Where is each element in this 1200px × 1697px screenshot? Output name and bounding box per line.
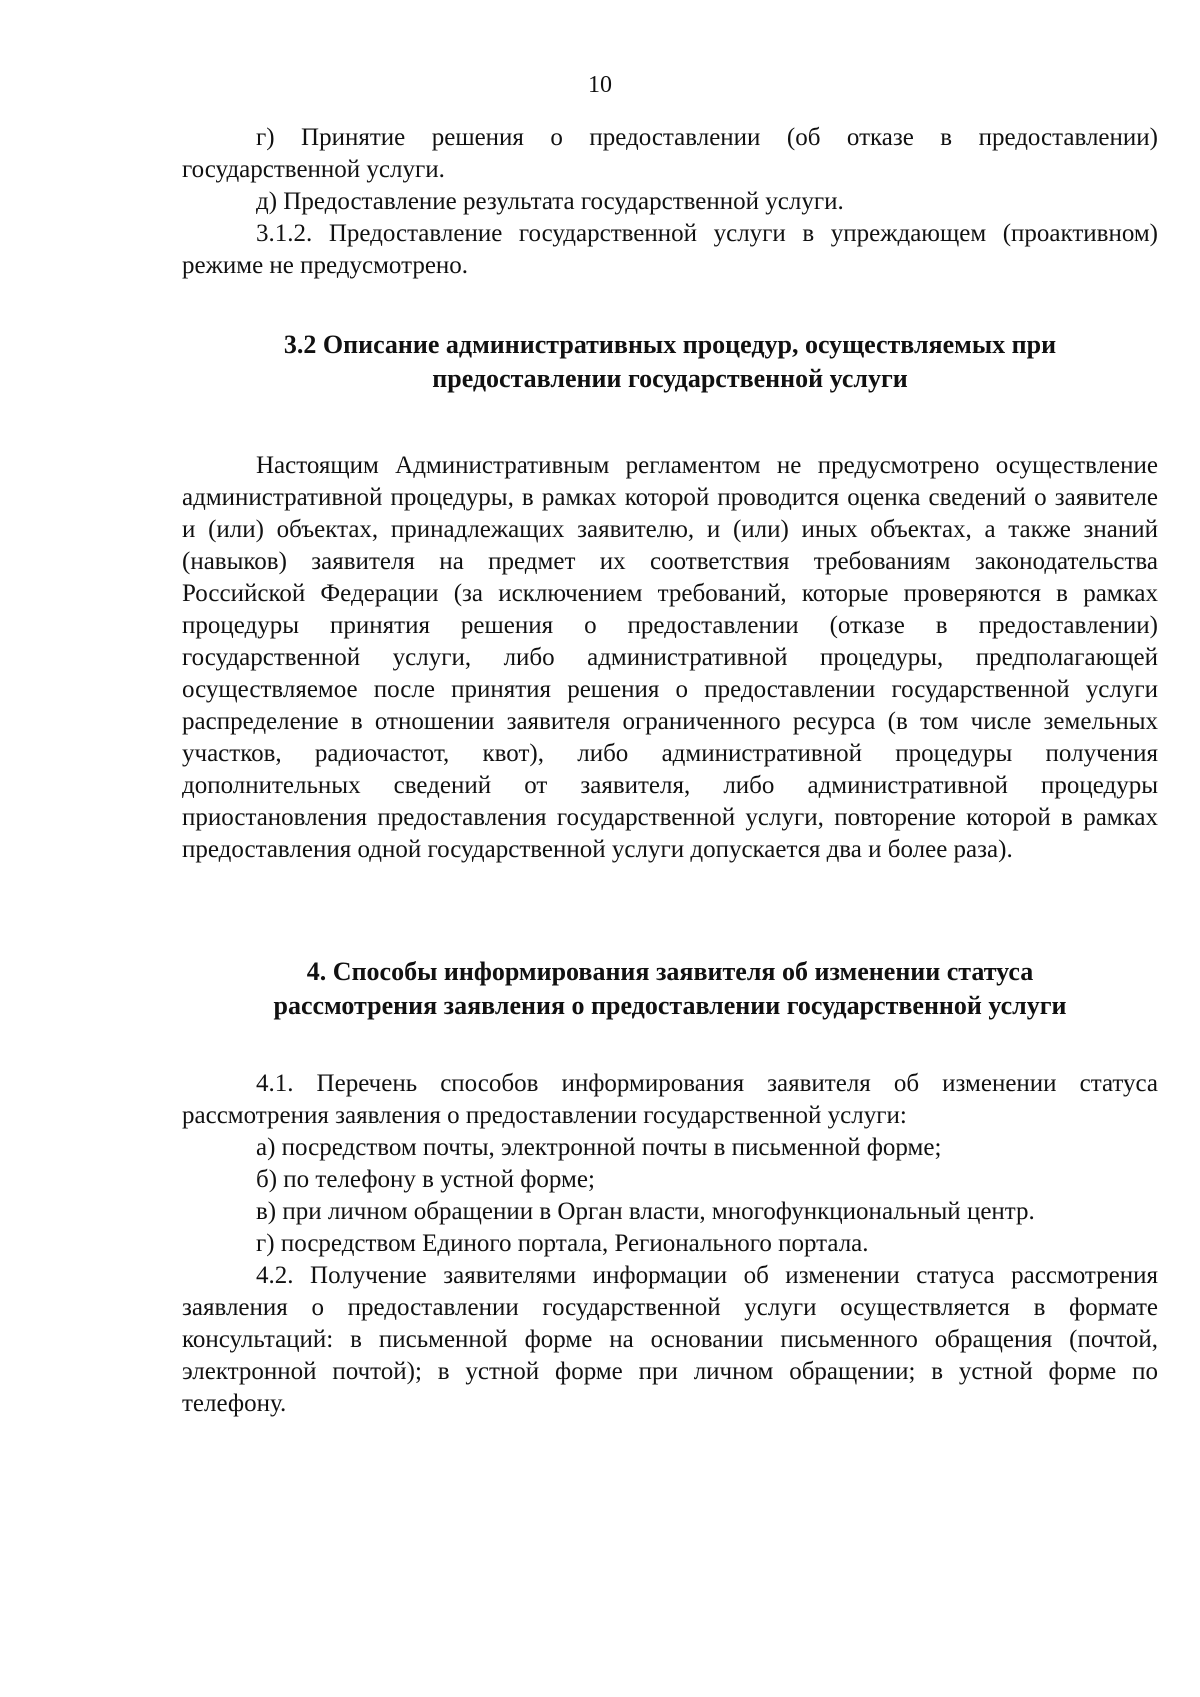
section-4-title-line-2: рассмотрения заявления о предоставлении государственной услуги: [273, 991, 1067, 1020]
section-4-heading: [182, 955, 1158, 1023]
section-3-1-tail: [182, 122, 1158, 282]
paragraph-item-d: д) Предоставление результата государственной услуги.: [256, 188, 844, 215]
section-4-body: [182, 1068, 1158, 1420]
section-3-2-title-line-1: 3.2 Описание административных процедур, осуществляемых при: [283, 330, 1057, 359]
paragraph-4-1: 4.1. Перечень способов информирования заявителя об изменении статуса рассмотрения заявления о предоставлении государственной услуги:: [182, 1070, 1158, 1129]
paragraph-3-1-2: 3.1.2. Предоставление государственной услуги в упреждающем (проактивном) режиме не предусмотрено.: [182, 220, 1158, 279]
section-4-title-line-1: 4. Способы информирования заявителя об изменении статуса: [306, 957, 1034, 986]
paragraph-4-1-item-b: б) по телефону в устной форме;: [256, 1166, 595, 1193]
paragraph-item-g: г) Принятие решения о предоставлении (об отказе в предоставлении) государственной услуги.: [182, 124, 1158, 183]
paragraph-4-1-item-v: в) при личном обращении в Орган власти, многофункциональный центр.: [256, 1198, 1035, 1225]
section-4-title: [182, 955, 1158, 1023]
paragraph-3-2-body: Настоящим Административным регламентом не предусмотрено осуществление административной процедуры, в рамках которой проводится оценка сведений о заявителе и (или) объектах, принадлежащих заявителю, и (или) иных объектах, а также знаний (навыков) заявителя на предмет их соответствия требованиям законодательства Российской Федерации (за исключением требований, которые проверяются в рамках процедуры принятия решения о предоставлении (отказе в предоставлении) государственной услуги, либо административной процедуры, предполагающей осуществляемое после принятия решения о предоставлении государственной услуги распределение в отношении заявителя ограниченного ресурса (в том числе земельных участков, радиочастот, квот), либо административной процедуры получения дополнительных сведений от заявителя, либо административной процедуры приостановления предоставления государственной услуги, повторение которой в рамках предоставления одной государственной услуги допускается два и более раза).: [182, 452, 1158, 863]
paragraph-4-1-item-g: г) посредством Единого портала, Регионального портала.: [256, 1230, 869, 1257]
section-3-2-body: [182, 450, 1158, 866]
section-3-2-title-line-2: предоставлении государственной услуги: [432, 364, 908, 393]
section-3-2-heading: [182, 328, 1158, 396]
section-3-2-title: [182, 328, 1158, 396]
paragraph-4-2: 4.2. Получение заявителями информации об изменении статуса рассмотрения заявления о предоставлении государственной услуги осуществляется в формате консультаций: в письменной форме на основании письменного обращения (почтой, электронной почтой); в устной форме при личном обращении; в устной форме по телефону.: [182, 1262, 1158, 1417]
page-number: 10: [588, 72, 612, 98]
paragraph-4-1-item-a: а) посредством почты, электронной почты в письменной форме;: [256, 1134, 942, 1161]
